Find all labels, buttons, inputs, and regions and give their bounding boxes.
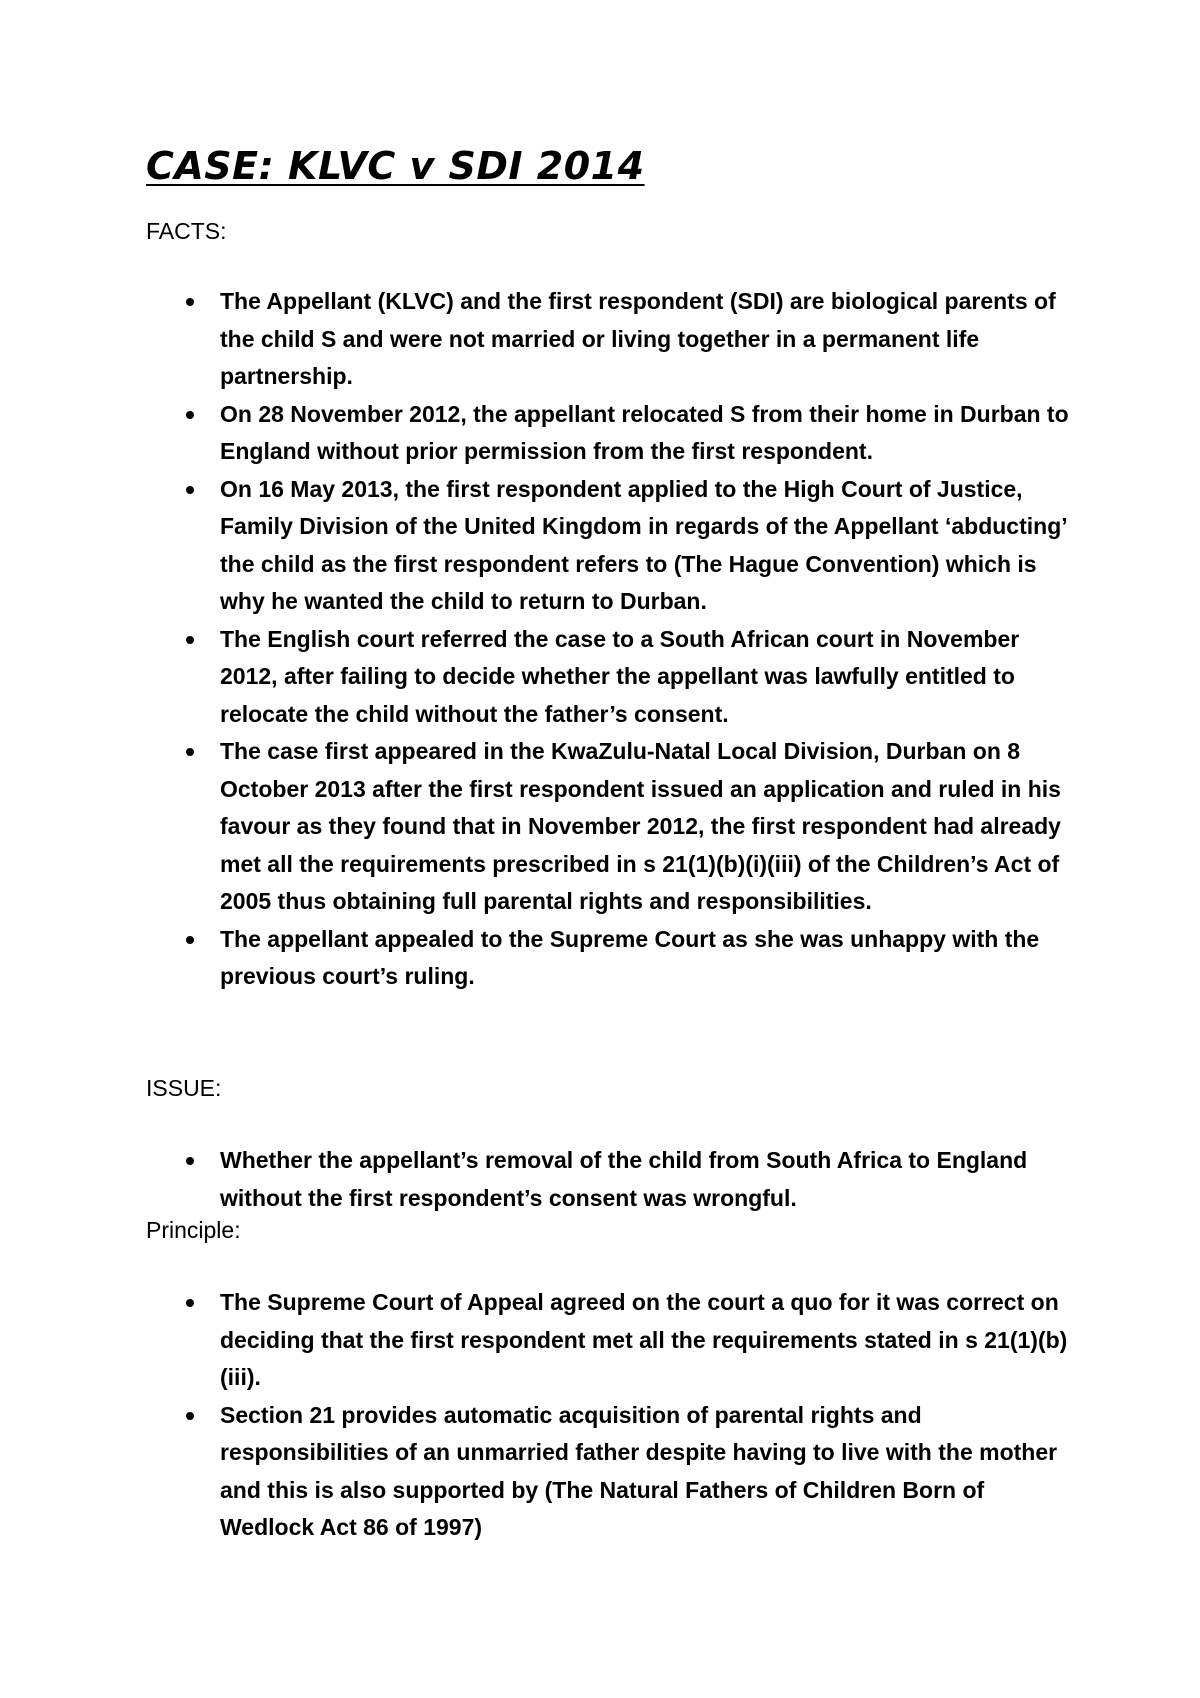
principle-list-item — [146, 1397, 1076, 1547]
issue-list — [146, 1142, 1076, 1217]
facts-item-text: On 28 November 2012, the appellant relocated S from their home in Durban to England without prior permission from the first respondent. — [220, 400, 1069, 464]
issue-item-text: Whether the appellant’s removal of the child from South Africa to England without the first respondent’s consent was wrongful. — [220, 1147, 1028, 1211]
bullet-icon — [186, 411, 194, 419]
facts-item-text: The English court referred the case to a South African court in November 2012, after failing to decide whether the appellant was lawfully entitled to relocate the child without the father’s consent. — [220, 625, 1020, 727]
bullet-icon — [186, 936, 194, 944]
facts-list-item — [146, 733, 1076, 921]
issue-list-item — [146, 1142, 1076, 1217]
facts-item-text: The Appellant (KLVC) and the first respondent (SDI) are biological parents of the child S and were not married or living together in a permanent life partnership. — [220, 288, 1056, 389]
bullet-icon — [186, 748, 194, 756]
principle-list — [146, 1284, 1076, 1547]
facts-list-item — [146, 921, 1076, 996]
facts-list-item — [146, 471, 1076, 621]
facts-item-text: The case first appeared in the KwaZulu-Natal Local Division, Durban on 8 October 2013 after the first respondent issued an application and ruled in his favour as they found that in November 2012, the first respondent had already met all the requirements prescribed in s 21(1)(b)(i)(iii) of the Children’s Act of 2005 thus obtaining full parental rights and responsibilities. — [220, 738, 1061, 914]
case-title: CASE: KLVC v SDI 2014 — [146, 144, 645, 188]
bullet-icon — [186, 1299, 194, 1307]
principle-item-text: The Supreme Court of Appeal agreed on the court a quo for it was correct on deciding that the first respondent met all the requirements stated in s 21(1)(b)(iii). — [220, 1289, 1068, 1390]
facts-section — [146, 215, 1076, 996]
principle-heading: Principle: — [146, 1217, 241, 1243]
bullet-icon — [186, 636, 194, 644]
facts-item-text: The appellant appealed to the Supreme Court as she was unhappy with the previous court’s ruling. — [220, 925, 1040, 989]
issue-heading: ISSUE: — [146, 1075, 222, 1101]
facts-list-item — [146, 283, 1076, 396]
facts-list — [146, 283, 1076, 996]
principle-section — [146, 1214, 1076, 1547]
facts-list-item — [146, 621, 1076, 734]
bullet-icon — [186, 1412, 194, 1420]
principle-item-text: Section 21 provides automatic acquisition of parental rights and responsibilities of an unmarried father despite having to live with the mother and this is also supported by (The Natural Fathers of Children Born of Wedlock Act 86 of 1997) — [220, 1401, 1058, 1540]
principle-list-item — [146, 1284, 1076, 1397]
facts-heading: FACTS: — [146, 218, 227, 244]
bullet-icon — [186, 1157, 194, 1165]
bullet-icon — [186, 486, 194, 494]
issue-section — [146, 1072, 1076, 1217]
facts-list-item — [146, 396, 1076, 471]
bullet-icon — [186, 298, 194, 306]
facts-item-text: On 16 May 2013, the first respondent applied to the High Court of Justice, Family Division of the United Kingdom in regards of the Appellant ‘abducting’ the child as the first respondent refers to (The Hague Convention) which is why he wanted the child to return to Durban. — [220, 475, 1067, 614]
